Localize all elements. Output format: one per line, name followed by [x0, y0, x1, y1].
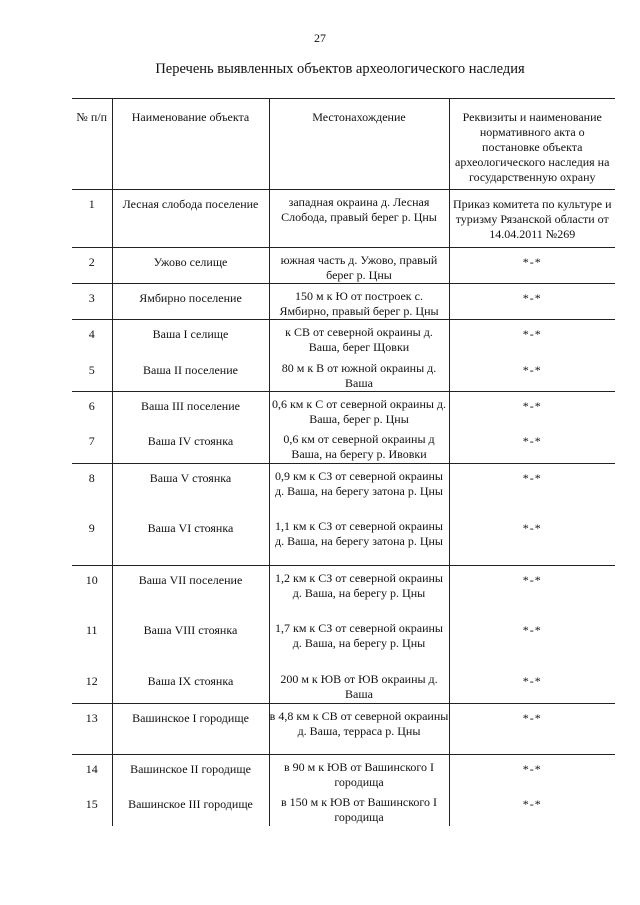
row-number: 2	[72, 248, 112, 284]
table-row	[72, 667, 615, 703]
table-row	[72, 790, 615, 826]
object-name: Ваша V стоянка	[112, 463, 269, 514]
object-location: 0,9 км к СЗ от северной окраины д. Ваша, на берегу затона р. Цны	[269, 463, 449, 514]
row-number: 12	[85, 674, 98, 688]
object-name: Ваша IX стоянка	[112, 667, 269, 703]
row-number: 13	[72, 703, 112, 754]
object-location: 0,6 км от северной окраины д Ваша, на берегу р. Ивовки	[269, 427, 449, 463]
legal-act-ditto: *-*	[449, 754, 615, 790]
legal-act-ditto: *-*	[449, 320, 615, 356]
legal-act-ditto: *-*	[449, 248, 615, 284]
table-row	[72, 190, 615, 248]
legal-act-ditto: *-*	[449, 616, 615, 667]
heritage-objects-table	[72, 98, 615, 826]
table-row	[72, 320, 615, 356]
object-location: 1,1 км к СЗ от северной окраины д. Ваша, на берегу затона р. Цны	[269, 514, 449, 565]
object-location: 80 м к В от южной окраины д. Ваша	[269, 356, 449, 392]
object-name: Ваша VII поселение	[112, 565, 269, 616]
legal-act-ditto: *-*	[449, 463, 615, 514]
legal-act-ditto: *-*	[449, 514, 615, 565]
table-row	[72, 754, 615, 790]
row-number: 10	[72, 565, 112, 616]
object-name: Вашинское I городище	[112, 703, 269, 754]
row-number: 9	[88, 521, 95, 535]
legal-act-ditto: *-*	[449, 392, 615, 428]
row-number: 14	[72, 754, 112, 790]
object-location: 1,2 км к СЗ от северной окраины д. Ваша, на берегу р. Цны	[269, 565, 449, 616]
row-number: 5	[88, 362, 95, 377]
table-row	[72, 284, 615, 320]
object-name: Ужово селище	[112, 248, 269, 284]
table-row	[72, 356, 615, 392]
table-row	[72, 703, 615, 754]
row-number: 8	[72, 463, 112, 514]
object-name: Ваша VI стоянка	[112, 514, 269, 565]
object-location: 150 м к Ю от построек с. Ямбирно, правый берег р. Цны	[269, 284, 449, 320]
header-number: № п/п	[72, 98, 112, 190]
legal-act-ditto: *-*	[449, 284, 615, 320]
object-location: южная часть д. Ужово, правый берег р. Цны	[269, 248, 449, 284]
object-name: Ваша III поселение	[112, 392, 269, 428]
row-number: 11	[85, 623, 98, 637]
row-number: 7	[88, 434, 95, 448]
object-location: 200 м к ЮВ от ЮВ окраины д. Ваша	[269, 667, 449, 703]
legal-act-ditto: *-*	[449, 667, 615, 703]
page-number: 27	[314, 31, 326, 45]
table-row	[72, 463, 615, 514]
object-location: в 90 м к ЮВ от Вашинского I городища	[269, 754, 449, 790]
object-name: Вашинское III городище	[112, 790, 269, 826]
row-number: 1	[88, 197, 95, 211]
object-location: в 150 м к ЮВ от Вашинского I городища	[269, 790, 449, 826]
header-legal-act: Реквизиты и наименование нормативного акта о постановке объекта археологического наследия на государственную охрану	[449, 98, 615, 190]
legal-act: Приказ комитета по культуре и туризму Рязанской области от 14.04.2011 №269	[449, 190, 615, 248]
table-header-row	[72, 98, 615, 190]
legal-act-ditto: *-*	[449, 427, 615, 463]
object-location: в 4,8 км к СВ от северной окраины д. Ваша, терраса р. Цны	[269, 703, 449, 754]
object-location: 0,6 км к С от северной окраины д. Ваша, берег р. Цны	[269, 392, 449, 428]
row-number: 3	[72, 284, 112, 320]
object-name: Ваша IV стоянка	[112, 427, 269, 463]
object-location: западная окраина д. Лесная Слобода, правый берег р. Цны	[269, 190, 449, 248]
table-row	[72, 427, 615, 463]
object-name: Ямбирно поселение	[112, 284, 269, 320]
object-location: 1,7 км к СЗ от северной окраины д. Ваша, на берегу р. Цны	[269, 616, 449, 667]
row-number: 4	[72, 320, 112, 356]
legal-act-ditto: *-*	[449, 790, 615, 826]
object-name: Вашинское II городище	[112, 754, 269, 790]
header-object-name: Наименование объекта	[112, 98, 269, 190]
legal-act-ditto: *-*	[449, 565, 615, 616]
table-row	[72, 565, 615, 616]
table-row	[72, 514, 615, 565]
object-name: Лесная слобода поселение	[112, 190, 269, 248]
legal-act-ditto: *-*	[449, 356, 615, 392]
table-row	[72, 392, 615, 428]
object-name: Ваша I селище	[112, 320, 269, 356]
header-location: Местонахождение	[269, 98, 449, 190]
table-row	[72, 248, 615, 284]
object-location: к СВ от северной окраины д. Ваша, берег Щовки	[269, 320, 449, 356]
row-number: 15	[85, 797, 98, 811]
legal-act-ditto: *-*	[449, 703, 615, 754]
table-row	[72, 616, 615, 667]
row-number: 6	[72, 392, 112, 428]
object-name: Ваша II поселение	[112, 356, 269, 392]
object-name: Ваша VIII стоянка	[112, 616, 269, 667]
document-title: Перечень выявленных объектов археологического наследия	[155, 61, 525, 77]
